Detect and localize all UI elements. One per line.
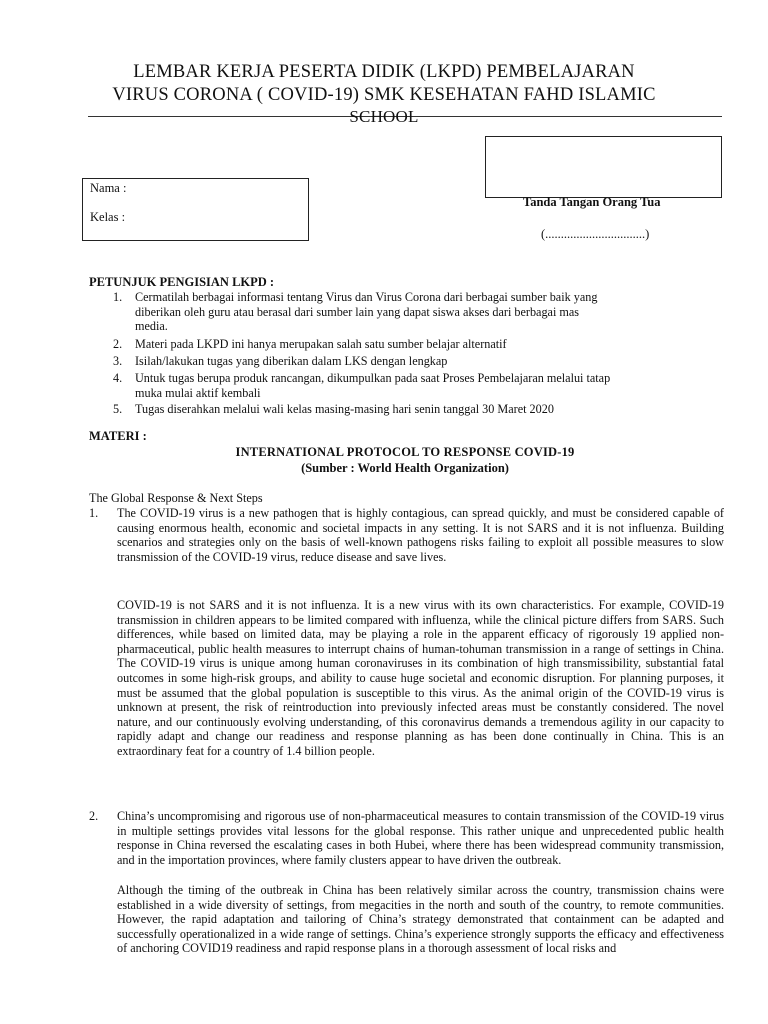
section-title: The Global Response & Next Steps — [89, 491, 263, 505]
parent-signature-label: Tanda Tangan Orang Tua — [523, 195, 661, 209]
paragraph-1-number: 1. — [89, 506, 99, 520]
instructions-heading: PETUNJUK PENGISIAN LKPD : — [89, 275, 275, 289]
parent-signature-line: (................................) — [541, 227, 650, 241]
page-title-line-3: SCHOOL — [349, 107, 419, 126]
instruction-item-3: 3. Isilah/lakukan tugas yang diberikan dalam LKS dengan lengkap — [113, 354, 448, 368]
page-title-line-1: LEMBAR KERJA PESERTA DIDIK (LKPD) PEMBELAJARAN — [133, 62, 635, 82]
materi-title: INTERNATIONAL PROTOCOL TO RESPONSE COVID-19 — [235, 445, 575, 459]
instruction-item-5: 5. Tugas diserahkan melalui wali kelas masing-masing hari senin tanggal 30 Maret 2020 — [113, 402, 554, 416]
paragraph-1b: COVID-19 is not SARS and it is not influenza. It is a new virus with its own characteristics. For example, COVID-19 transmission in children appears to be limited compared with influenza, while the clinical picture differs from SARS. Such differences, while based on limited data, may be playing a role in the apparent efficacy of rigorously 19 applied non-pharmaceutical, public health measures to interrupt chains of human-tohuman transmission in a range of settings in China. The COVID-19 virus is unique among human coronaviruses in its combination of high transmissibility, substantial fatal outcomes in some high-risk groups, and ability to cause huge societal and economic disruption. For planning purposes, it must be assumed that the global population is susceptible to this virus. As the animal origin of the COVID-19 virus is unknown at present, the risk of reintroduction into previously infected areas must be constantly considered. The novel nature, and our continuously evolving understanding, of this coronavirus demands a tremendous agility in our capacity to rapidly adapt and change our readiness and response planning as has been done continually in China. This is an extraordinary feat for a country of 1.4 billion people. — [117, 598, 724, 758]
paragraph-2: China’s uncompromising and rigorous use of non-pharmaceutical measures to contain transmission of the COVID-19 virus in multiple settings provides vital lessons for the global response. This rather unique and unprecedented public health response in China reversed the escalating cases in both Hubei, where there has been widespread community transmission, and in the importation provinces, where family clusters appear to have driven the outbreak. — [117, 809, 724, 867]
paragraph-2-number: 2. — [89, 809, 99, 823]
class-label: Kelas : — [90, 210, 126, 224]
materi-heading: MATERI : — [89, 429, 147, 443]
instruction-item-2: 2. Materi pada LKPD ini hanya merupakan salah satu sumber belajar alternatif — [113, 337, 507, 351]
paragraph-1: The COVID-19 virus is a new pathogen that is highly contagious, can spread quickly, and must be considered capable of causing enormous health, economic and societal impacts in any setting. It is not SARS and it is not influenza. Building scenarios and strategies only on the basis of well-known pathogens risks failing to exploit all possible measures to slow transmission of the COVID-19 virus, reduce disease and save lives. — [117, 506, 724, 564]
instruction-item-4: 4. Untuk tugas berupa produk rancangan, dikumpulkan pada saat Proses Pembelajaran melalui tatap muka mulai aktif kembali — [113, 371, 611, 400]
instruction-item-1: 1. Cermatilah berbagai informasi tentang Virus dan Virus Corona dari berbagai sumber baik yang diberikan oleh guru atau berasal dari sumber lain yang dapat siswa akses dari berbagai mas media. — [113, 290, 598, 334]
paragraph-2b: Although the timing of the outbreak in China has been relatively similar across the country, transmission chains were established in a wide diversity of settings, from megacities in the north and south of the country, to remote communities. However, the rapid adaptation and tailoring of China’s strategy demonstrated that containment can be adapted and successfully operationalized in a wide range of settings. China’s experience strongly supports the efficacy and effectiveness of anchoring COVID19 readiness and rapid response plans in a thorough assessment of local risks and — [117, 883, 724, 956]
parent-signature-box — [485, 136, 722, 198]
student-info-box — [82, 178, 309, 241]
name-label: Nama : — [90, 181, 127, 195]
page-title-line-2: VIRUS CORONA ( COVID-19) SMK KESEHATAN FAHD ISLAMIC — [112, 85, 656, 105]
materi-source: (Sumber : World Health Organization) — [301, 461, 509, 475]
